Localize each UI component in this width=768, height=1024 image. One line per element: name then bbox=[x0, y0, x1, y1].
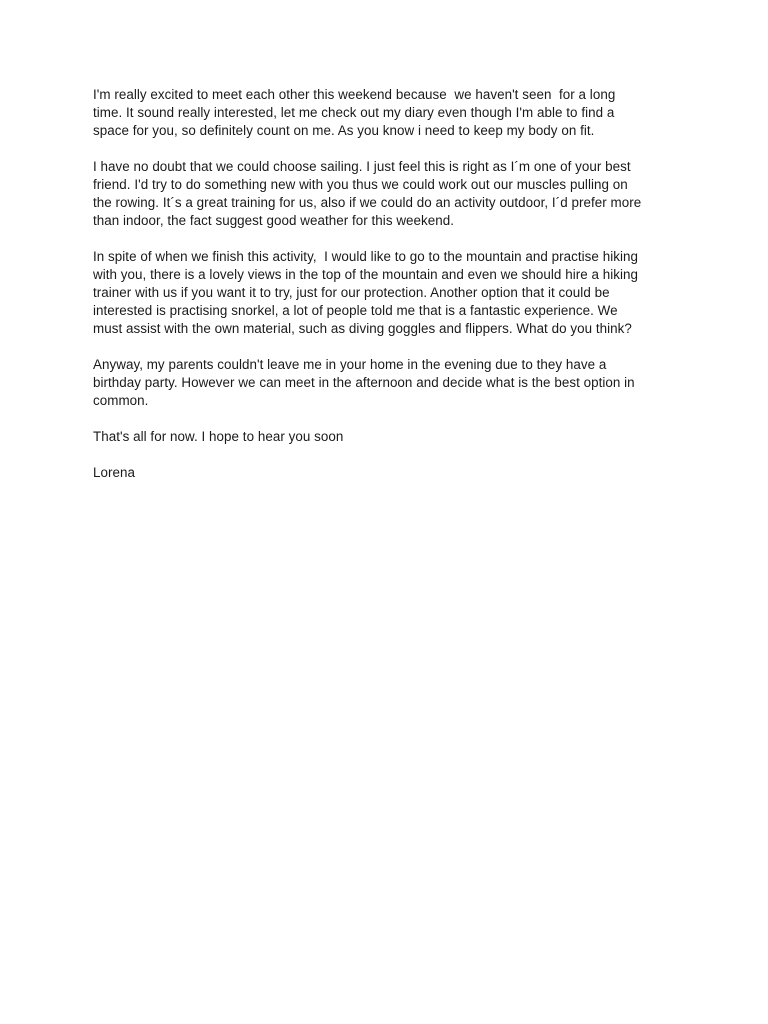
text-line: than indoor, the fact suggest good weather for this weekend. bbox=[93, 213, 455, 228]
text-line: common. bbox=[93, 393, 149, 408]
text-line: I have no doubt that we could choose sailing. I just feel this is right as I´m one of your best bbox=[93, 159, 631, 174]
text-line: Anyway, my parents couldn't leave me in your home in the evening due to they have a bbox=[93, 357, 607, 372]
signature-name: Lorena bbox=[93, 465, 135, 480]
text-line: birthday party. However we can meet in the afternoon and decide what is the best option in bbox=[93, 375, 635, 390]
text-line: the rowing. It´s a great training for us, also if we could do an activity outdoor, I´d prefer more bbox=[93, 195, 642, 210]
text-line: time. It sound really interested, let me check out my diary even though I'm able to find a bbox=[93, 105, 615, 120]
text-line: interested is practising snorkel, a lot of people told me that is a fantastic experience. We bbox=[93, 303, 618, 318]
paragraph-3 bbox=[93, 248, 683, 338]
paragraph-1 bbox=[93, 86, 683, 140]
letter-body bbox=[93, 86, 683, 500]
text-line: friend. I'd try to do something new with you thus we could work out our muscles pulling on bbox=[93, 177, 628, 192]
closing-line bbox=[93, 428, 683, 446]
text-line: must assist with the own material, such as diving goggles and flippers. What do you think? bbox=[93, 321, 632, 336]
text-line: trainer with us if you want it to try, just for our protection. Another option that it could be bbox=[93, 285, 610, 300]
text-line: with you, there is a lovely views in the top of the mountain and even we should hire a hiking bbox=[93, 267, 639, 282]
paragraph-2 bbox=[93, 158, 683, 230]
text-line: space for you, so definitely count on me. As you know i need to keep my body on fit. bbox=[93, 123, 595, 138]
paragraph-4 bbox=[93, 356, 683, 410]
text-line: In spite of when we finish this activity, I would like to go to the mountain and practise hiking bbox=[93, 249, 638, 264]
text-line: That's all for now. I hope to hear you soon bbox=[93, 429, 344, 444]
text-line: I'm really excited to meet each other this weekend because we haven't seen for a long bbox=[93, 87, 616, 102]
signature bbox=[93, 464, 683, 482]
